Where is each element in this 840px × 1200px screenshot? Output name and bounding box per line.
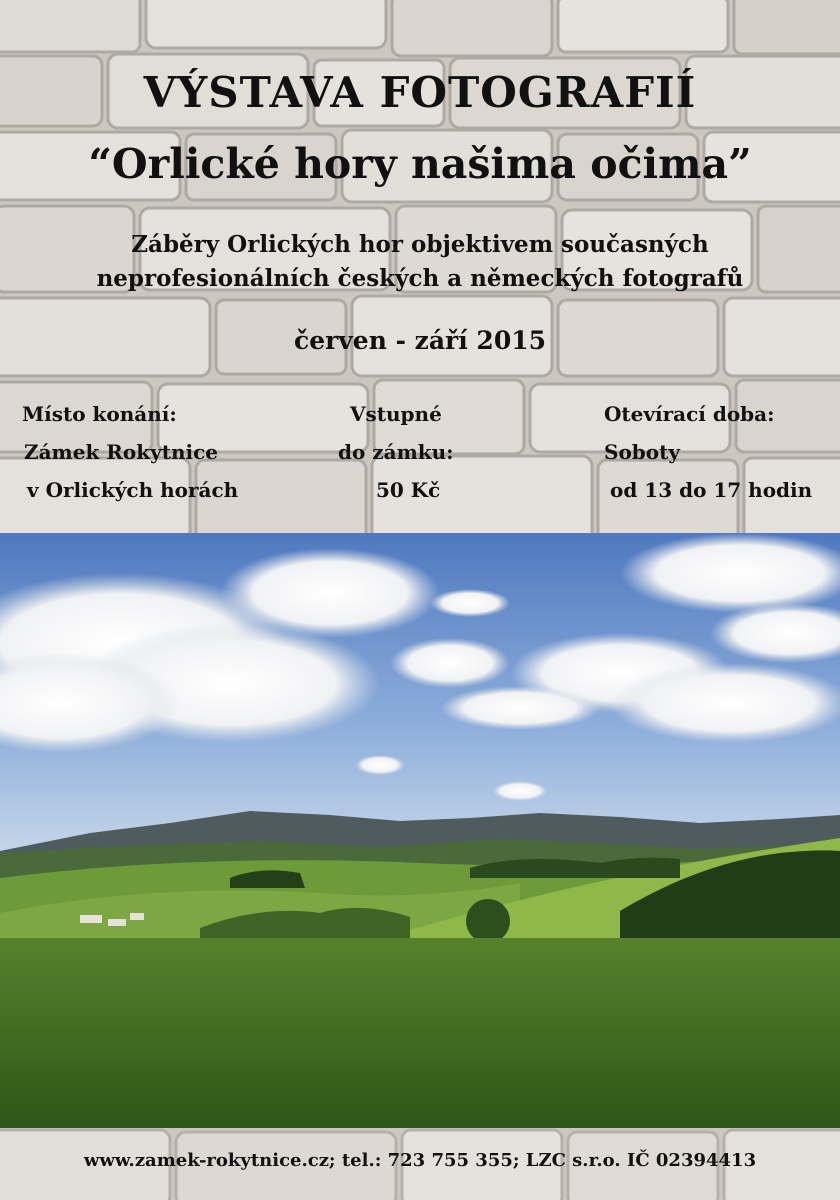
venue-info	[22, 395, 238, 509]
venue-name: Zámek Rokytnice	[24, 440, 218, 464]
poster-subtitle: “Orlické hory našima očima”	[88, 140, 752, 188]
admission-label: Vstupné	[350, 402, 442, 426]
venue-location: v Orlických horách	[27, 478, 239, 502]
poster-title: VÝSTAVA FOTOGRAFIÍ	[143, 68, 697, 117]
opening-days: Soboty	[604, 440, 680, 464]
admission-price: 50 Kč	[376, 478, 441, 502]
poster-description	[0, 228, 840, 296]
opening-hours-label: Otevírací doba:	[604, 402, 775, 426]
contact-footer: www.zamek-rokytnice.cz; tel.: 723 755 355; LZC s.r.o. IČ 02394413	[83, 1150, 757, 1171]
venue-label: Místo konání:	[22, 402, 177, 426]
description-line-2: neprofesionálních českých a německých fotografů	[96, 265, 744, 292]
opening-hours-info	[604, 395, 812, 509]
description-line-1: Záběry Orlických hor objektivem současných	[131, 231, 709, 258]
admission-target: do zámku:	[338, 440, 454, 464]
opening-hours: od 13 do 17 hodin	[610, 478, 813, 502]
landscape-photo	[0, 533, 840, 1128]
admission-info	[338, 395, 454, 509]
landscape-image	[0, 533, 840, 1128]
exhibition-dates: červen - září 2015	[293, 326, 547, 355]
